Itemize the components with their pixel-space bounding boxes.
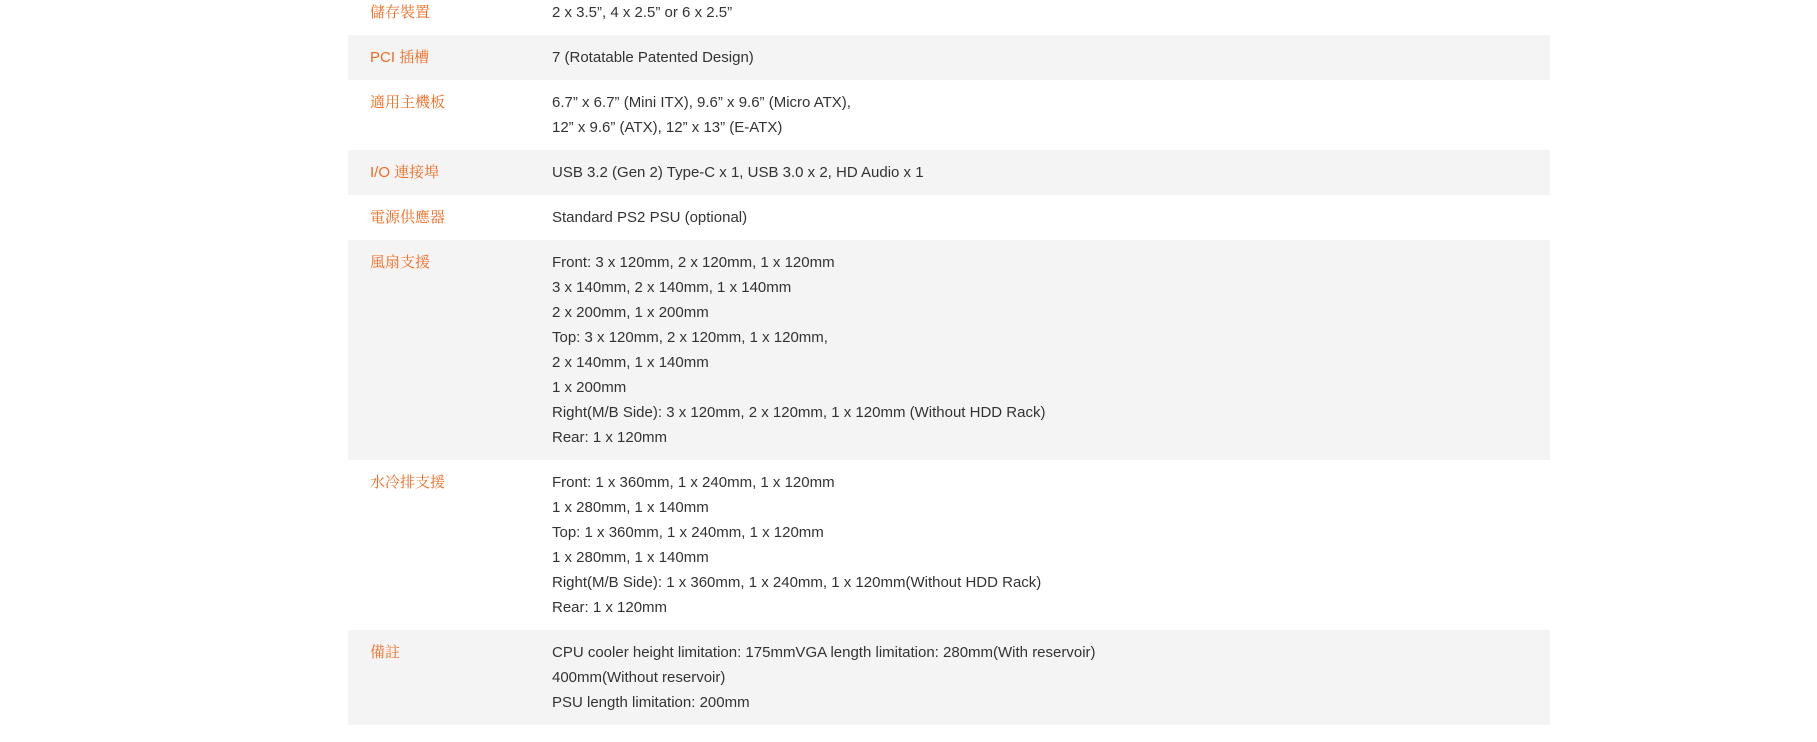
spec-value-line: 1 x 280mm, 1 x 140mm (552, 549, 709, 566)
spec-value-line: 2 x 200mm, 1 x 200mm (552, 304, 709, 321)
spec-value-line: 400mm(Without reservoir) (552, 669, 726, 686)
spec-row-fan-support (348, 240, 1550, 460)
spec-row-notes (348, 630, 1550, 725)
spec-value-line: 2 x 140mm, 1 x 140mm (552, 354, 709, 371)
spec-value-line: PSU length limitation: 200mm (552, 694, 750, 711)
spec-value-line: 3 x 140mm, 2 x 140mm, 1 x 140mm (552, 279, 792, 296)
spec-row-storage (348, 0, 1550, 35)
spec-label: 水冷排支援 (370, 474, 446, 491)
spec-value-line: Rear: 1 x 120mm (552, 599, 668, 616)
spec-value-line: Right(M/B Side): 3 x 120mm, 2 x 120mm, 1 x 120mm (Without HDD Rack) (552, 404, 1046, 421)
spec-value-line: 2 x 3.5”, 4 x 2.5” or 6 x 2.5” (552, 4, 733, 21)
spec-value-line: 7 (Rotatable Patented Design) (552, 49, 754, 66)
spec-label: 儲存裝置 (370, 4, 431, 21)
spec-row-io-ports (348, 150, 1550, 195)
spec-value-line: Front: 1 x 360mm, 1 x 240mm, 1 x 120mm (552, 474, 835, 491)
spec-value (552, 250, 1550, 450)
spec-value-line: Rear: 1 x 120mm (552, 429, 668, 446)
spec-table (348, 0, 1550, 725)
spec-row-motherboard (348, 80, 1550, 150)
spec-value-line: Standard PS2 PSU (optional) (552, 209, 748, 226)
spec-value-line: Top: 1 x 360mm, 1 x 240mm, 1 x 120mm (552, 524, 824, 541)
spec-label: 適用主機板 (370, 94, 446, 111)
spec-value-line: 1 x 280mm, 1 x 140mm (552, 499, 709, 516)
spec-row-radiator-support (348, 460, 1550, 630)
spec-value (552, 0, 1550, 25)
spec-value-line: Top: 3 x 120mm, 2 x 120mm, 1 x 120mm, (552, 329, 828, 346)
spec-label: 電源供應器 (370, 209, 446, 226)
spec-value (552, 205, 1550, 230)
spec-value (552, 90, 1550, 140)
spec-row-pci-slots (348, 35, 1550, 80)
spec-value-line: 12” x 9.6” (ATX), 12” x 13” (E-ATX) (552, 119, 783, 136)
spec-value (552, 470, 1550, 620)
spec-row-psu (348, 195, 1550, 240)
spec-label: PCI 插槽 (370, 49, 430, 66)
spec-value-line: 6.7” x 6.7” (Mini ITX), 9.6” x 9.6” (Micro ATX), (552, 94, 851, 111)
spec-value (552, 45, 1550, 70)
spec-value-line: 1 x 200mm (552, 379, 627, 396)
spec-value-line: Right(M/B Side): 1 x 360mm, 1 x 240mm, 1 x 120mm(Without HDD Rack) (552, 574, 1042, 591)
spec-value (552, 160, 1550, 185)
spec-label: I/O 連接埠 (370, 164, 440, 181)
spec-value (552, 640, 1550, 715)
spec-label: 備註 (370, 644, 401, 661)
spec-value-line: USB 3.2 (Gen 2) Type-C x 1, USB 3.0 x 2, HD Audio x 1 (552, 164, 924, 181)
spec-value-line: CPU cooler height limitation: 175mmVGA length limitation: 280mm(With reservoir) (552, 644, 1096, 661)
spec-value-line: Front: 3 x 120mm, 2 x 120mm, 1 x 120mm (552, 254, 835, 271)
spec-label: 風扇支援 (370, 254, 431, 271)
